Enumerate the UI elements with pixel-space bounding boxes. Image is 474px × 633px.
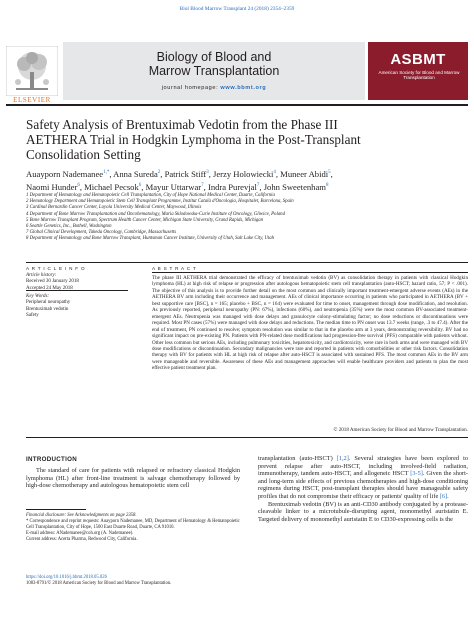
keyword: Peripheral neuropathy <box>26 300 71 306</box>
footnotes <box>26 513 240 543</box>
journal-title <box>63 50 365 78</box>
right-column <box>258 455 468 523</box>
author-name: , Mayur Uttarwar <box>141 182 202 193</box>
journal-homepage-link[interactable]: www.bbmt.org <box>220 85 267 91</box>
elsevier-tree-logo <box>6 46 58 96</box>
running-head: Biol Blood Marrow Transplant 24 (2018) 2354–2359 <box>179 6 295 12</box>
keyword: Brentuximab vedotin <box>26 306 69 312</box>
article-title-line-1: Safety Analysis of Brentuximab Vedotin from the Phase III <box>26 117 338 132</box>
affiliation: 3 Cardinal Bernardin Cancer Center, Loyola University Medical Center, Maywood, Illinois <box>26 205 202 211</box>
received-date: Received 30 January 2018 <box>26 279 79 285</box>
affiliation-list <box>26 193 466 243</box>
publisher-name: ELSEVIER <box>13 96 51 104</box>
abstract-divider <box>152 272 468 273</box>
citation-link[interactable]: [6] <box>439 492 448 500</box>
society-logo: ASBMT <box>390 51 446 68</box>
body-paragraph <box>258 455 468 501</box>
article-info-divider <box>26 290 128 291</box>
abstract-text: The phase III AETHERA trial demonstrated the efficacy of brentuximab vedotin (BV) as consolidation therapy in patients with classical Hodgkin lymphoma (HL) at high risk of relapse or progression after autologous hematopoietic stem cell transplantation (auto-HSCT; hazard ratio, 57; P < .001). The objective of this analysis is to provide further detail on the most common and clinically important treatment-emergent adverse events (AEs) in the AETHERA BV arm including their occurrence and management. AEs of clinical importance occurring in patients who participated in AETHERA (BV + best supportive care [BSC], n = 165; placebo + BSC, n = 164) were evaluated for time to onset, management through dose modification, and resolution. As previously reported, peripheral neuropathy (PN: 67%), infections (60%), and neutropenia (35%) were the most common BV-associated treatment-emergent AEs. Neutropenia was managed with dose delays and granulocyte colony-stimulating factor; no dose reductions or discontinuations were required. Most PN cases (57%) were managed with dose delays and reductions. The median time to PN onset was 13.7 weeks (range, .3 to 47.4). After the end of treatment, PN continued to resolve; symptom resolution was similar to that in the placebo arm at 3 years, demonstrating reversibility. BV had no significant impact on pre-existing PN. Patients with PN-related dose modifications had progression-free survival (PFS) comparable with patients without. Other less common but serious AEs, including pulmonary toxicities, hepatotoxicity, and cardiotoxicity, were rare in both arms and were managed with BV dose modifications or discontinuation. Secondary malignancies were rare and reported in patients with comorbidities or other risk factors. Consolidation therapy with BV for patients with HL at high risk of relapse after auto-HSCT is associated with sustained PFS. The most common AEs in the BV arm were manageable and reversible. Awareness of these AEs and management approaches will enable healthcare providers and patients to plan the most effective patient treatment plan. <box>152 275 468 372</box>
affiliation: 8 Department of Hematology and Bone Marrow Transplant, Huntsman Cancer Institute, University of Utah, Salt Lake City, Utah <box>26 236 275 242</box>
affiliation: 5 Bone Marrow Transplant Program, Spectrum Health Cancer Center, Michigan State University, Grand Rapids, Michigan <box>26 217 264 223</box>
keyword: Safety <box>26 313 39 319</box>
author-marker[interactable]: 6 <box>77 183 80 189</box>
author-marker[interactable]: 1,* <box>103 170 110 175</box>
article-title <box>26 117 446 163</box>
author-line-2 <box>26 180 466 193</box>
footnote: Current address: Acerta Pharma, Redwood City, California. <box>26 537 138 542</box>
journal-title-line-2: Marrow Transplantation <box>148 64 280 78</box>
affiliation: 6 Seattle Genetics, Inc., Bothell, Washington <box>26 224 112 230</box>
journal-title-line-1: Biology of Blood and <box>156 50 272 64</box>
body-paragraph: Brentuximab vedotin (BV) is an anti-CD30 antibody conjugated by a protease-cleavable linker to a microtubule-disrupting agent, monomethyl auristatin E. Targeted delivery of monomethyl auristatin E to CD30-expressing cells is the <box>258 500 468 523</box>
author-marker[interactable]: 5 <box>328 170 331 175</box>
author-marker[interactable]: 3 <box>206 170 209 175</box>
section-divider <box>26 437 468 438</box>
author-marker[interactable]: 8 <box>325 183 329 189</box>
footnote-divider <box>26 509 86 510</box>
author-list <box>26 167 466 194</box>
abstract-heading: A B S T R A C T <box>152 266 197 271</box>
author-name: , Michael Pecsok <box>79 182 139 193</box>
doi-block <box>26 575 326 587</box>
doi-link[interactable]: https://doi.org/10.1016/j.bbmt.2018.05.026 <box>26 575 107 580</box>
author-marker[interactable]: 4 <box>273 170 276 175</box>
affiliation: 2 Hematology Department and Hematopoietic Stem Cell Transplant Programme, Institut Català d'Oncologia, Hospitalet, Barcelona, Spain <box>26 199 294 205</box>
body-text: . Several strategies have been explored to prevent relapse after auto-HSCT, including involved-field radiation, immunotherapy, tandem auto-HSCT, and allogeneic HSCT <box>258 455 468 478</box>
accepted-date: Accepted 24 May 2018 <box>26 285 73 291</box>
masthead-divider <box>6 104 468 106</box>
article-history-label: Article history: <box>26 273 57 278</box>
author-marker[interactable]: 7 <box>256 183 260 189</box>
copyright-notice: © 2018 American Society for Blood and Marrow Transplantation. <box>333 427 468 433</box>
keywords-label: Key Words: <box>26 294 50 299</box>
article-info <box>26 266 128 292</box>
author-name: , Patrick Stiff <box>160 168 207 179</box>
author-name: , Jerzy Holowiecki <box>208 168 274 179</box>
footnote: Financial disclosure: See Acknowledgments on page 2358. <box>26 513 137 518</box>
body-text: . Given the short- and long-term side effects of previous chemotherapies and high-dose conditioning regimens during HSCT, post-transplant therapies should have manageable safety profiles that do not compromise their efficacy or patients' quality of life <box>258 470 468 500</box>
keywords <box>26 294 128 320</box>
article-info-heading: A R T I C L E I N F O <box>26 266 86 271</box>
author-name: , Muneer Abidi <box>275 168 329 179</box>
author-name: Naomi Hunder <box>26 182 78 193</box>
affiliation: 7 Global Clinical Development, Takeda Oncology, Cambridge, Massachusetts <box>26 230 177 236</box>
citation-link[interactable]: [3-5] <box>410 470 423 478</box>
author-name: , Anna Sureda <box>109 168 158 179</box>
affiliation: 4 Department of Bone Marrow Transplantation and Oncohematology, Maria Sklodowska-Curie Institute of Oncology, Gliwice, Poland <box>26 211 285 217</box>
author-marker[interactable]: 6 <box>138 183 142 189</box>
citation-link[interactable]: [1,2] <box>336 455 349 462</box>
footnote: E-mail address: ANademanee@coh.org (A. Nademanee). <box>26 531 134 536</box>
author-marker[interactable]: 2 <box>157 170 161 175</box>
author-name: , Indra Purevjal <box>203 182 257 193</box>
affiliation: 1 Department of Hematology and Hematopoietic Cell Transplantation, City of Hope National Medical Center, Duarte, California <box>26 193 275 198</box>
issn-line: 1083-8791/© 2018 American Society for Blood and Marrow Transplantation. <box>26 581 172 586</box>
article-title-line-2: AETHERA Trial in Hodgkin Lymphoma in the Post-Transplant <box>26 132 361 148</box>
body-text: . <box>447 492 449 500</box>
body-text: transplantation (auto-HSCT) <box>258 455 337 462</box>
footnote: * Correspondence and reprint requests: Auayporn Nademanee, MD, Department of Hematology & Hematopoietic Cell Transplantation, City of Hope, 1500 East Duarte Road, Duarte, CA 91010. <box>26 519 240 530</box>
author-name: Auayporn Nademanee <box>26 168 104 179</box>
article-title-line-3: Consolidation Setting <box>26 147 141 163</box>
intro-paragraph: The standard of care for patients with relapsed or refractory classical Hodgkin lymphoma (HL) after front-line treatment is salvage chemotherapy followed by high-dose chemotherapy and autologous hematopoietic stem cell <box>26 467 240 490</box>
section-heading: INTRODUCTION <box>26 456 78 463</box>
author-separator: , <box>330 168 333 179</box>
journal-homepage-label: journal homepage: <box>161 85 219 91</box>
society-caption: American Society for Blood and Marrow Transplantation <box>378 70 460 81</box>
author-name: , John Sweetenham <box>259 182 326 193</box>
journal-homepage <box>63 85 365 91</box>
author-line-1 <box>26 167 466 180</box>
section-divider <box>26 262 468 263</box>
author-marker[interactable]: 7 <box>201 183 204 189</box>
